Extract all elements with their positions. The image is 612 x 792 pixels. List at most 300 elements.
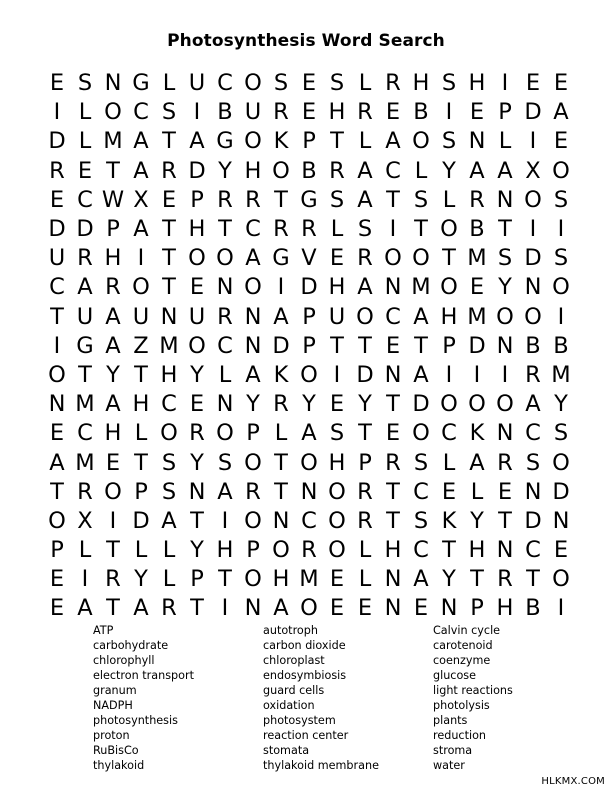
grid-letter: G bbox=[216, 128, 234, 155]
site-credit: HLKMX.COM bbox=[541, 776, 605, 787]
grid-letter: H bbox=[468, 70, 486, 97]
word-list-item: carbohydrate bbox=[93, 639, 169, 652]
word-column-1 bbox=[93, 623, 194, 773]
grid-letter: U bbox=[48, 245, 66, 272]
grid-letter: O bbox=[440, 391, 458, 418]
grid-letter: I bbox=[557, 216, 565, 243]
grid-letter: A bbox=[357, 274, 373, 301]
grid-letter: B bbox=[525, 595, 541, 622]
grid-row bbox=[43, 478, 575, 507]
grid-letter: D bbox=[300, 274, 318, 301]
grid-row bbox=[43, 186, 575, 215]
grid-letter: N bbox=[244, 332, 262, 359]
grid-letter: P bbox=[134, 478, 148, 505]
grid-letter: Y bbox=[106, 361, 120, 388]
grid-letter: T bbox=[498, 507, 512, 534]
grid-letter: A bbox=[385, 128, 401, 155]
grid-letter: O bbox=[216, 245, 234, 272]
grid-letter: I bbox=[445, 99, 453, 126]
grid-letter: Y bbox=[498, 274, 512, 301]
grid-letter: O bbox=[496, 303, 514, 330]
grid-letter: A bbox=[77, 595, 93, 622]
grid-letter: N bbox=[272, 507, 290, 534]
grid-letter: N bbox=[384, 566, 402, 593]
grid-letter: W bbox=[101, 186, 125, 213]
grid-letter: X bbox=[77, 507, 93, 534]
grid-letter: M bbox=[411, 274, 431, 301]
grid-letter: A bbox=[413, 303, 429, 330]
grid-letter: D bbox=[552, 478, 570, 505]
grid-letter: Y bbox=[442, 566, 456, 593]
grid-letter: B bbox=[301, 157, 317, 184]
grid-letter: L bbox=[78, 537, 92, 564]
grid-letter: P bbox=[106, 216, 120, 243]
grid-letter: T bbox=[134, 449, 148, 476]
grid-letter: A bbox=[189, 128, 205, 155]
grid-letter: R bbox=[525, 361, 541, 388]
grid-letter: N bbox=[496, 186, 514, 213]
grid-letter: O bbox=[188, 245, 206, 272]
grid-letter: M bbox=[299, 566, 319, 593]
grid-letter: O bbox=[524, 186, 542, 213]
grid-letter: H bbox=[104, 245, 122, 272]
grid-letter: L bbox=[78, 128, 92, 155]
word-list-item: coenzyme bbox=[433, 654, 491, 667]
grid-letter: R bbox=[385, 70, 401, 97]
grid-letter: U bbox=[76, 303, 94, 330]
grid-letter: T bbox=[162, 216, 176, 243]
grid-letter: T bbox=[106, 595, 120, 622]
grid-row bbox=[43, 127, 575, 156]
grid-letter: A bbox=[77, 274, 93, 301]
grid-letter: E bbox=[413, 595, 429, 622]
word-list-item: thylakoid bbox=[93, 759, 145, 772]
grid-letter: R bbox=[469, 186, 485, 213]
grid-letter: E bbox=[553, 128, 569, 155]
grid-letter: I bbox=[53, 332, 61, 359]
word-list-item: granum bbox=[93, 684, 137, 697]
grid-letter: D bbox=[132, 507, 150, 534]
grid-letter: H bbox=[468, 537, 486, 564]
word-list-item: stroma bbox=[433, 744, 473, 757]
grid-letter: N bbox=[160, 303, 178, 330]
grid-row bbox=[43, 361, 575, 390]
grid-letter: A bbox=[413, 361, 429, 388]
grid-letter: H bbox=[412, 70, 430, 97]
grid-letter: O bbox=[552, 274, 570, 301]
grid-letter: M bbox=[551, 361, 571, 388]
grid-letter: Y bbox=[442, 157, 456, 184]
grid-letter: N bbox=[440, 595, 458, 622]
grid-letter: A bbox=[105, 391, 121, 418]
grid-letter: T bbox=[498, 216, 512, 243]
grid-letter: O bbox=[272, 157, 290, 184]
grid-letter: O bbox=[188, 332, 206, 359]
grid-letter: P bbox=[358, 449, 372, 476]
word-list-item: photolysis bbox=[433, 699, 490, 712]
grid-letter: E bbox=[329, 245, 345, 272]
grid-letter: A bbox=[301, 420, 317, 447]
grid-letter: N bbox=[468, 128, 486, 155]
grid-letter: R bbox=[77, 245, 93, 272]
grid-letter: A bbox=[497, 157, 513, 184]
grid-letter: D bbox=[524, 245, 542, 272]
grid-letter: I bbox=[529, 216, 537, 243]
grid-letter: E bbox=[469, 99, 485, 126]
grid-letter: O bbox=[272, 537, 290, 564]
grid-letter: O bbox=[244, 449, 262, 476]
grid-letter: R bbox=[273, 216, 289, 243]
grid-letter: I bbox=[501, 361, 509, 388]
grid-letter: O bbox=[244, 274, 262, 301]
word-list-item: chlorophyll bbox=[93, 654, 155, 667]
grid-letter: I bbox=[473, 361, 481, 388]
grid-letter: N bbox=[244, 595, 262, 622]
grid-letter: R bbox=[189, 420, 205, 447]
grid-letter: P bbox=[246, 420, 260, 447]
grid-letter: O bbox=[412, 128, 430, 155]
word-list-item: light reactions bbox=[433, 684, 513, 697]
grid-letter: K bbox=[273, 361, 289, 388]
grid-letter: T bbox=[274, 186, 288, 213]
grid-letter: T bbox=[330, 128, 344, 155]
grid-letter: C bbox=[77, 186, 93, 213]
grid-letter: A bbox=[133, 157, 149, 184]
grid-letter: U bbox=[244, 99, 262, 126]
grid-letter: H bbox=[132, 391, 150, 418]
grid-letter: H bbox=[440, 303, 458, 330]
grid-letter: N bbox=[524, 274, 542, 301]
grid-letter: D bbox=[188, 157, 206, 184]
grid-letter: E bbox=[301, 99, 317, 126]
grid-letter: N bbox=[384, 361, 402, 388]
grid-row bbox=[43, 69, 575, 98]
grid-letter: P bbox=[302, 332, 316, 359]
grid-letter: G bbox=[132, 70, 150, 97]
grid-letter: Y bbox=[246, 391, 260, 418]
grid-letter: O bbox=[132, 274, 150, 301]
grid-letter: O bbox=[48, 507, 66, 534]
grid-letter: L bbox=[358, 128, 372, 155]
grid-letter: O bbox=[216, 420, 234, 447]
grid-letter: V bbox=[301, 245, 317, 272]
grid-letter: C bbox=[77, 420, 93, 447]
grid-letter: P bbox=[498, 99, 512, 126]
grid-letter: B bbox=[553, 332, 569, 359]
grid-letter: T bbox=[218, 216, 232, 243]
grid-letter: D bbox=[356, 361, 374, 388]
grid-letter: P bbox=[190, 566, 204, 593]
grid-row bbox=[43, 507, 575, 536]
grid-letter: E bbox=[385, 420, 401, 447]
grid-letter: G bbox=[272, 245, 290, 272]
grid-letter: Y bbox=[190, 449, 204, 476]
grid-letter: S bbox=[525, 449, 541, 476]
grid-letter: D bbox=[412, 391, 430, 418]
word-list-item: endosymbiosis bbox=[263, 669, 347, 682]
word-list-item: stomata bbox=[263, 744, 310, 757]
grid-letter: P bbox=[190, 186, 204, 213]
grid-letter: S bbox=[441, 128, 457, 155]
grid-letter: E bbox=[441, 478, 457, 505]
grid-letter: H bbox=[328, 274, 346, 301]
grid-letter: L bbox=[162, 566, 176, 593]
grid-letter: O bbox=[104, 478, 122, 505]
grid-letter: Y bbox=[218, 157, 232, 184]
grid-letter: I bbox=[389, 216, 397, 243]
word-list-item: Calvin cycle bbox=[433, 624, 501, 637]
grid-letter: R bbox=[49, 157, 65, 184]
grid-letter: D bbox=[76, 216, 94, 243]
grid-letter: E bbox=[49, 566, 65, 593]
grid-letter: R bbox=[105, 274, 121, 301]
grid-row bbox=[43, 390, 575, 419]
grid-letter: T bbox=[106, 157, 120, 184]
grid-letter: O bbox=[524, 303, 542, 330]
grid-row bbox=[43, 157, 575, 186]
word-list-item: NADPH bbox=[93, 699, 133, 712]
grid-letter: N bbox=[216, 274, 234, 301]
grid-letter: B bbox=[217, 99, 233, 126]
grid-letter: M bbox=[75, 449, 95, 476]
grid-letter: I bbox=[557, 303, 565, 330]
grid-letter: Z bbox=[133, 332, 149, 359]
grid-letter: E bbox=[189, 391, 205, 418]
grid-letter: N bbox=[300, 478, 318, 505]
grid-letter: A bbox=[413, 566, 429, 593]
grid-letter: I bbox=[529, 128, 537, 155]
grid-row bbox=[43, 273, 575, 302]
grid-letter: E bbox=[357, 595, 373, 622]
grid-letter: L bbox=[134, 420, 148, 447]
grid-letter: L bbox=[330, 216, 344, 243]
grid-letter: D bbox=[48, 128, 66, 155]
grid-letter: P bbox=[302, 128, 316, 155]
grid-letter: L bbox=[78, 99, 92, 126]
grid-letter: O bbox=[244, 70, 262, 97]
grid-letter: A bbox=[357, 186, 373, 213]
grid-letter: L bbox=[134, 537, 148, 564]
page-title: Photosynthesis Word Search bbox=[167, 31, 445, 51]
grid-letter: T bbox=[274, 449, 288, 476]
grid-letter: L bbox=[442, 449, 456, 476]
grid-row bbox=[43, 419, 575, 448]
grid-letter: O bbox=[244, 128, 262, 155]
grid-letter: Y bbox=[358, 391, 372, 418]
grid-letter: A bbox=[525, 391, 541, 418]
grid-letter: S bbox=[161, 99, 177, 126]
grid-letter: O bbox=[440, 216, 458, 243]
grid-letter: H bbox=[328, 449, 346, 476]
grid-letter: M bbox=[467, 303, 487, 330]
word-list-item: reaction center bbox=[263, 729, 349, 742]
grid-letter: S bbox=[553, 245, 569, 272]
grid-letter: E bbox=[469, 274, 485, 301]
grid-letter: U bbox=[188, 70, 206, 97]
grid-letter: O bbox=[356, 303, 374, 330]
grid-letter: O bbox=[104, 99, 122, 126]
word-list-item: chloroplast bbox=[263, 654, 325, 667]
grid-letter: L bbox=[442, 186, 456, 213]
grid-letter: O bbox=[384, 245, 402, 272]
grid-letter: L bbox=[414, 157, 428, 184]
grid-letter: M bbox=[467, 245, 487, 272]
grid-letter: M bbox=[75, 391, 95, 418]
grid-letter: R bbox=[357, 507, 373, 534]
grid-letter: T bbox=[50, 303, 64, 330]
word-list-item: autotroph bbox=[263, 624, 318, 637]
grid-letter: R bbox=[357, 245, 373, 272]
grid-letter: U bbox=[132, 303, 150, 330]
grid-letter: O bbox=[300, 595, 318, 622]
grid-letter: H bbox=[272, 566, 290, 593]
grid-letter: R bbox=[329, 157, 345, 184]
grid-letter: U bbox=[328, 303, 346, 330]
grid-letter: I bbox=[137, 245, 145, 272]
grid-letter: S bbox=[217, 449, 233, 476]
grid-letter: C bbox=[525, 420, 541, 447]
grid-letter: E bbox=[553, 537, 569, 564]
grid-letter: A bbox=[273, 303, 289, 330]
grid-letter: S bbox=[553, 420, 569, 447]
grid-letter: E bbox=[385, 332, 401, 359]
grid-letter: T bbox=[470, 566, 484, 593]
grid-letter: O bbox=[328, 537, 346, 564]
grid-letter: E bbox=[329, 566, 345, 593]
grid-letter: O bbox=[412, 420, 430, 447]
grid-letter: P bbox=[302, 303, 316, 330]
grid-letter: A bbox=[133, 216, 149, 243]
grid-letter: B bbox=[525, 332, 541, 359]
grid-letter: T bbox=[442, 537, 456, 564]
word-list-item: glucose bbox=[433, 669, 477, 682]
grid-letter: I bbox=[193, 99, 201, 126]
grid-letter: S bbox=[553, 186, 569, 213]
grid-letter: D bbox=[272, 332, 290, 359]
grid-letter: T bbox=[162, 128, 176, 155]
word-list-item: proton bbox=[93, 729, 130, 742]
letter-grid bbox=[43, 69, 575, 624]
grid-letter: T bbox=[106, 537, 120, 564]
grid-letter: A bbox=[133, 595, 149, 622]
grid-letter: S bbox=[413, 186, 429, 213]
grid-letter: K bbox=[273, 128, 289, 155]
grid-row bbox=[43, 332, 575, 361]
grid-letter: A bbox=[469, 449, 485, 476]
word-list-item: photosynthesis bbox=[93, 714, 178, 727]
grid-letter: R bbox=[77, 478, 93, 505]
grid-letter: K bbox=[441, 507, 457, 534]
grid-letter: O bbox=[412, 245, 430, 272]
grid-letter: T bbox=[386, 391, 400, 418]
grid-letter: E bbox=[161, 186, 177, 213]
grid-letter: A bbox=[469, 157, 485, 184]
grid-letter: R bbox=[273, 391, 289, 418]
grid-letter: T bbox=[78, 361, 92, 388]
word-list-item: water bbox=[433, 759, 465, 772]
grid-letter: E bbox=[105, 449, 121, 476]
grid-letter: A bbox=[133, 128, 149, 155]
word-list-item: ATP bbox=[93, 624, 114, 637]
grid-letter: S bbox=[413, 449, 429, 476]
grid-letter: N bbox=[384, 274, 402, 301]
grid-letter: S bbox=[441, 70, 457, 97]
grid-letter: T bbox=[414, 332, 428, 359]
grid-letter: R bbox=[217, 303, 233, 330]
grid-letter: T bbox=[162, 245, 176, 272]
grid-letter: C bbox=[245, 216, 261, 243]
grid-letter: O bbox=[552, 157, 570, 184]
grid-letter: M bbox=[103, 128, 123, 155]
grid-letter: C bbox=[133, 99, 149, 126]
grid-letter: C bbox=[385, 303, 401, 330]
grid-letter: E bbox=[49, 420, 65, 447]
word-column-2 bbox=[263, 623, 379, 773]
grid-letter: I bbox=[81, 566, 89, 593]
grid-letter: P bbox=[50, 537, 64, 564]
grid-letter: T bbox=[330, 332, 344, 359]
grid-letter: S bbox=[273, 70, 289, 97]
grid-letter: T bbox=[190, 507, 204, 534]
grid-letter: N bbox=[216, 391, 234, 418]
grid-letter: N bbox=[244, 303, 262, 330]
grid-letter: H bbox=[384, 537, 402, 564]
word-list-item: plants bbox=[433, 714, 468, 727]
grid-letter: D bbox=[48, 216, 66, 243]
grid-letter: R bbox=[161, 595, 177, 622]
grid-letter: E bbox=[553, 70, 569, 97]
grid-letter: I bbox=[445, 361, 453, 388]
grid-letter: G bbox=[300, 186, 318, 213]
word-list-item: guard cells bbox=[263, 684, 325, 697]
grid-letter: A bbox=[245, 245, 261, 272]
word-column-3 bbox=[433, 623, 513, 773]
grid-letter: T bbox=[386, 478, 400, 505]
grid-letter: N bbox=[496, 537, 514, 564]
grid-letter: E bbox=[329, 391, 345, 418]
grid-row bbox=[43, 98, 575, 127]
grid-letter: Y bbox=[470, 507, 484, 534]
grid-letter: R bbox=[273, 99, 289, 126]
grid-letter: R bbox=[497, 449, 513, 476]
grid-letter: R bbox=[105, 566, 121, 593]
grid-letter: N bbox=[552, 507, 570, 534]
grid-letter: S bbox=[329, 186, 345, 213]
grid-letter: T bbox=[50, 478, 64, 505]
grid-letter: R bbox=[301, 216, 317, 243]
grid-letter: C bbox=[385, 157, 401, 184]
grid-letter: C bbox=[413, 537, 429, 564]
grid-letter: R bbox=[301, 537, 317, 564]
word-list-item: thylakoid membrane bbox=[263, 759, 379, 772]
grid-letter: O bbox=[48, 361, 66, 388]
grid-letter: I bbox=[221, 595, 229, 622]
grid-letter: O bbox=[468, 391, 486, 418]
grid-row bbox=[43, 594, 575, 623]
grid-letter: O bbox=[328, 507, 346, 534]
grid-letter: L bbox=[358, 537, 372, 564]
grid-row bbox=[43, 448, 575, 477]
grid-letter: H bbox=[496, 595, 514, 622]
grid-letter: O bbox=[160, 420, 178, 447]
grid-letter: A bbox=[49, 449, 65, 476]
grid-letter: O bbox=[552, 449, 570, 476]
grid-letter: L bbox=[162, 537, 176, 564]
word-list bbox=[0, 623, 612, 775]
grid-letter: S bbox=[77, 70, 93, 97]
grid-letter: D bbox=[524, 99, 542, 126]
grid-letter: E bbox=[385, 99, 401, 126]
